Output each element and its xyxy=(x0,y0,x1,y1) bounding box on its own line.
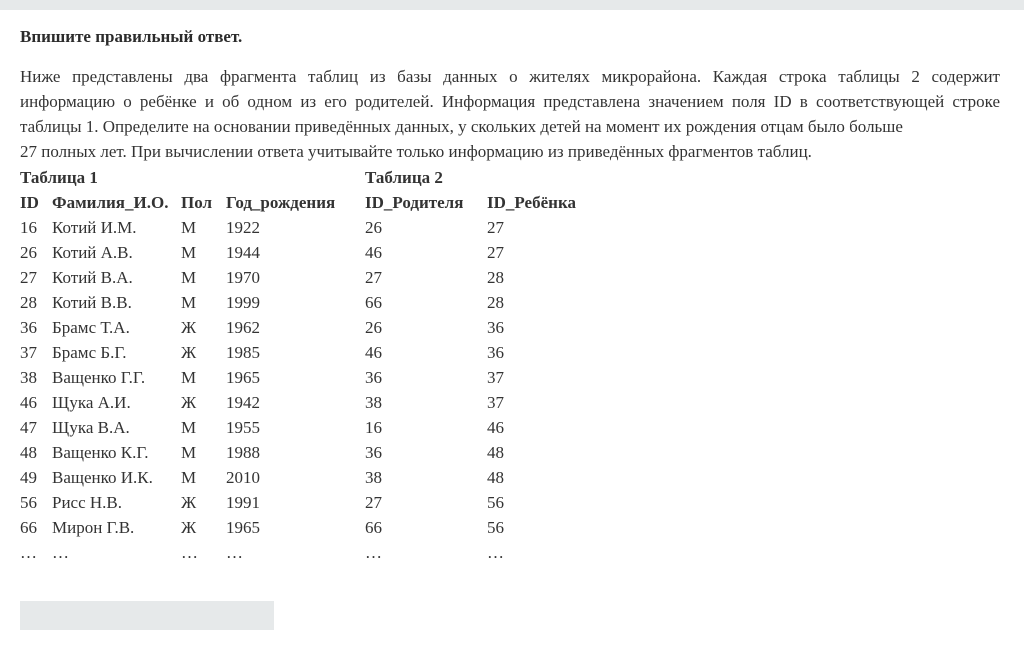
table1-cell: 16 xyxy=(20,218,37,237)
table2-cell: 56 xyxy=(487,493,504,512)
table2-cell: 48 xyxy=(487,443,504,462)
task-text-line: таблицы 1. Определите на основании приведённых данных, у скольких детей на момент их рождения отцам было больше xyxy=(20,117,903,136)
table1-header-cell: ID xyxy=(20,193,39,212)
table1-cell: Ж xyxy=(181,343,197,362)
table1-cell: 1944 xyxy=(226,243,260,262)
task-text xyxy=(20,64,1000,164)
table1-cell: … xyxy=(181,543,198,562)
table1-header-cell: Пол xyxy=(181,193,213,212)
table2-cell: … xyxy=(365,543,382,562)
table1-cell: М xyxy=(181,443,197,462)
table1-cell: Брамс Т.А. xyxy=(52,318,130,337)
table1-cell: 49 xyxy=(20,468,37,487)
table1-cell: 1999 xyxy=(226,293,260,312)
table1-cell: Ж xyxy=(181,518,197,537)
table1-cell: 1970 xyxy=(226,268,260,287)
table2-cell: 27 xyxy=(365,268,382,287)
table1-cell: 1965 xyxy=(226,368,260,387)
table1-cell: М xyxy=(181,293,197,312)
table1-cell: Ж xyxy=(181,393,197,412)
table2-cell: … xyxy=(487,543,504,562)
table2-cell: 56 xyxy=(487,518,504,537)
table1-cell: 1955 xyxy=(226,418,260,437)
table2-cell: 16 xyxy=(365,418,382,437)
table1-cell: 47 xyxy=(20,418,37,437)
table1-cell: 1988 xyxy=(226,443,260,462)
table2-cell: 66 xyxy=(365,518,382,537)
table2-cell: 46 xyxy=(365,343,382,362)
task-text-line: 27 полных лет. При вычислении ответа учитывайте только информацию из приведённых фрагментов таблиц. xyxy=(20,142,812,161)
table2-cell: 36 xyxy=(365,368,382,387)
table1-caption: Таблица 1 xyxy=(20,168,98,187)
table1-cell: 36 xyxy=(20,318,37,337)
table1-cell: М xyxy=(181,418,197,437)
table1-cell: 46 xyxy=(20,393,37,412)
table1-cell: … xyxy=(20,543,37,562)
table2-cell: 48 xyxy=(487,468,504,487)
table1-cell: 26 xyxy=(20,243,37,262)
table1-cell: … xyxy=(226,543,243,562)
table2-cell: 28 xyxy=(487,293,504,312)
table1-header-cell: Год_рождения xyxy=(226,193,336,212)
table1-cell: Ващенко Г.Г. xyxy=(52,368,146,387)
table1-cell: Ващенко И.К. xyxy=(52,468,153,487)
table1-cell: М xyxy=(181,268,197,287)
table2-cell: 38 xyxy=(365,468,382,487)
table1-cell: Ващенко К.Г. xyxy=(52,443,149,462)
table2-cell: 36 xyxy=(487,343,504,362)
table1-cell: Ж xyxy=(181,318,197,337)
table1-cell: 1942 xyxy=(226,393,260,412)
table2-header-cell: ID_Ребёнка xyxy=(487,193,576,212)
table2-cell: 27 xyxy=(487,218,504,237)
task-instruction: Впишите правильный ответ. xyxy=(20,27,243,46)
table1-cell: Щука В.А. xyxy=(52,418,130,437)
answer-input[interactable] xyxy=(20,601,274,630)
table1-cell: Ж xyxy=(181,493,197,512)
table2-cell: 37 xyxy=(487,368,504,387)
table1-cell: 1965 xyxy=(226,518,260,537)
table1-header-cell: Фамилия_И.О. xyxy=(52,193,169,212)
table1-cell: Брамс Б.Г. xyxy=(52,343,127,362)
table1-cell: М xyxy=(181,218,197,237)
table2-cell: 36 xyxy=(365,443,382,462)
table1-cell: Щука А.И. xyxy=(52,393,131,412)
table1-cell: 38 xyxy=(20,368,37,387)
task-text-line: информацию о ребёнке и об одном из его родителей. Информация представлена значением поля ID в соответствующей строке xyxy=(20,92,1000,111)
table2-cell: 36 xyxy=(487,318,504,337)
table1-cell: 1991 xyxy=(226,493,260,512)
table1-cell: 1922 xyxy=(226,218,260,237)
table1-cell: Рисс Н.В. xyxy=(52,493,123,512)
table2-cell: 66 xyxy=(365,293,382,312)
table1-cell: 2010 xyxy=(226,468,260,487)
table1-cell: 1962 xyxy=(226,318,260,337)
table2-caption: Таблица 2 xyxy=(365,168,443,187)
table2-cell: 26 xyxy=(365,318,382,337)
table1-cell: 66 xyxy=(20,518,37,537)
table1-cell: Котий А.В. xyxy=(52,243,133,262)
table2-cell: 38 xyxy=(365,393,382,412)
table2-cell: 26 xyxy=(365,218,382,237)
table2-cell: 27 xyxy=(487,243,504,262)
table1-cell: Котий И.М. xyxy=(52,218,137,237)
table2-cell: 46 xyxy=(365,243,382,262)
table1-cell: Котий В.А. xyxy=(52,268,133,287)
table1-cell: 37 xyxy=(20,343,37,362)
table2-cell: 27 xyxy=(365,493,382,512)
table1-cell: 56 xyxy=(20,493,37,512)
table2-cell: 37 xyxy=(487,393,504,412)
table1-cell: 1985 xyxy=(226,343,260,362)
table1-cell: М xyxy=(181,468,197,487)
task-text-line: Ниже представлены два фрагмента таблиц из базы данных о жителях микрорайона. Каждая строка таблицы 2 содержит xyxy=(20,67,1000,86)
table2-cell: 28 xyxy=(487,268,504,287)
table1-cell: 27 xyxy=(20,268,37,287)
top-bar xyxy=(0,0,1024,10)
table2-header-cell: ID_Родителя xyxy=(365,193,464,212)
table1-cell: Котий В.В. xyxy=(52,293,132,312)
table1-cell: … xyxy=(52,543,69,562)
table1-cell: М xyxy=(181,243,197,262)
table1-cell: М xyxy=(181,368,197,387)
table1-cell: Мирон Г.В. xyxy=(52,518,135,537)
table1-cell: 28 xyxy=(20,293,37,312)
table2-cell: 46 xyxy=(487,418,504,437)
table1-cell: 48 xyxy=(20,443,37,462)
